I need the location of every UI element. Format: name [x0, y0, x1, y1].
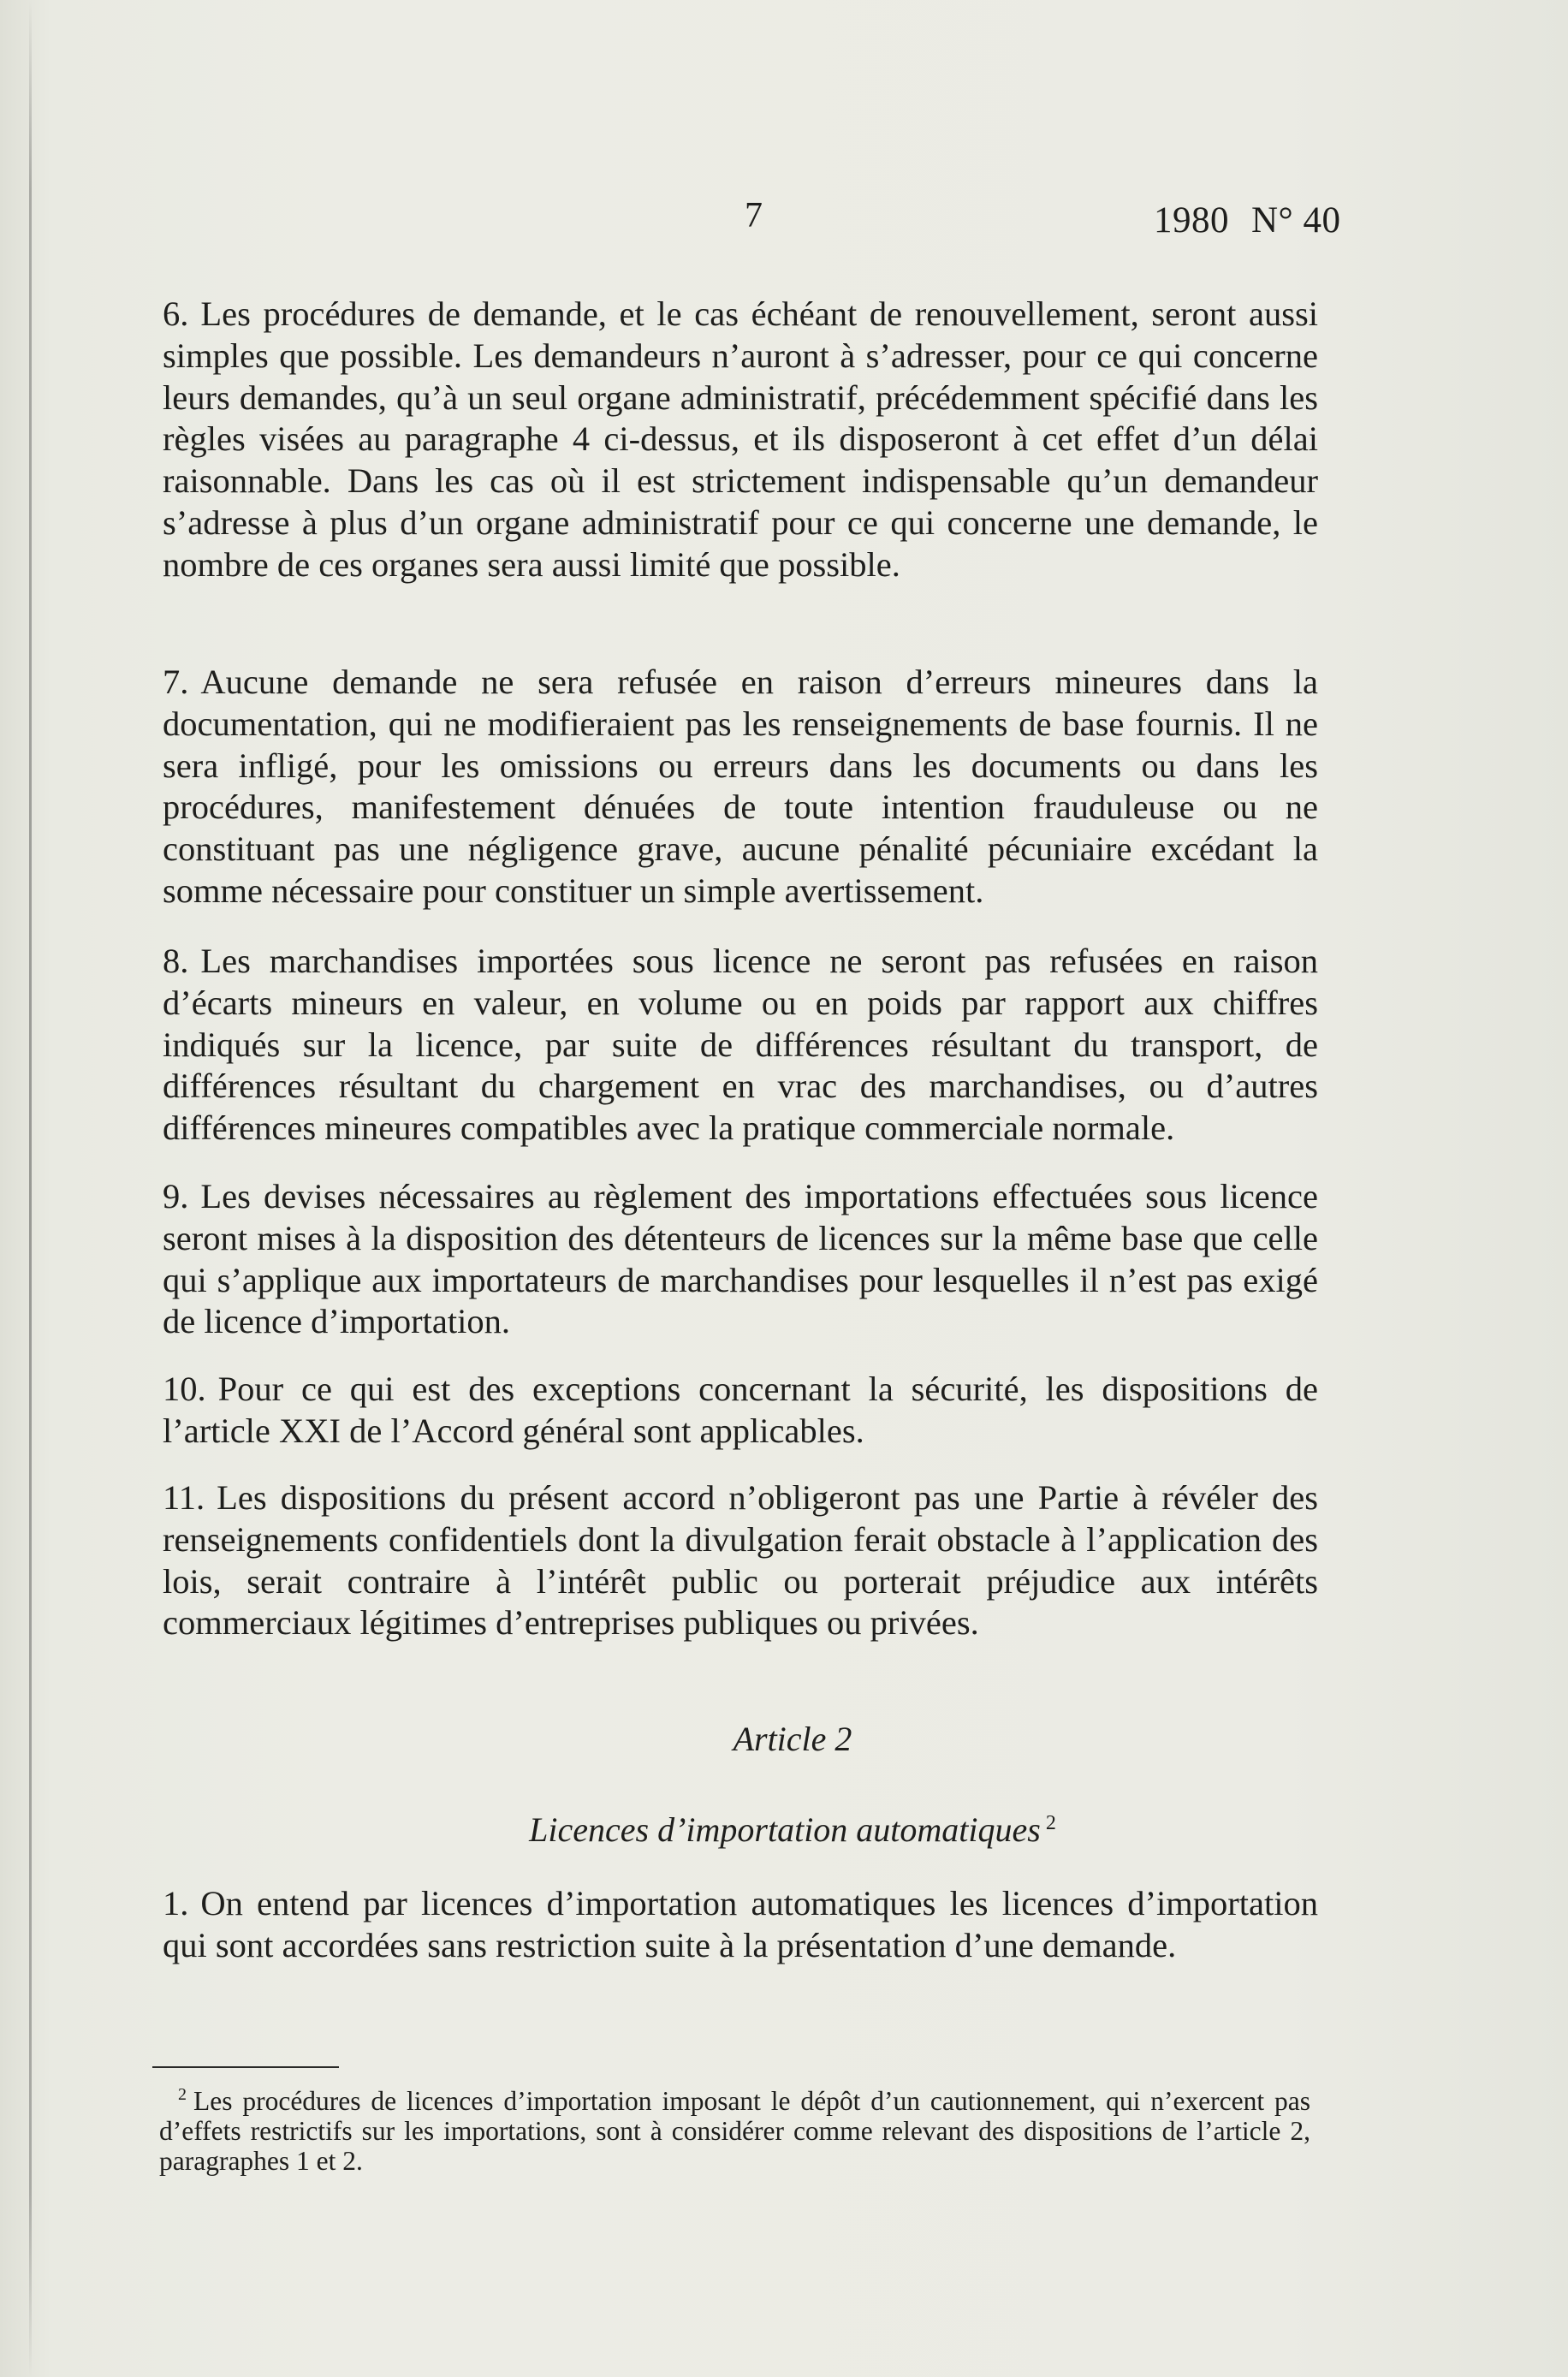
footnote-marker: 2 [178, 2085, 187, 2104]
paragraph-text: Aucune demande ne sera refusée en raison d’erreurs mineures dans la documentation, qui ne modifieraient pas les renseignements de base fournis. Il ne sera infligé, pour les omissions ou erreurs dans les documents ou dans les procédures, manifestement dénuées de toute intention frauduleuse ou ne constituant pas une négligence grave, aucune pénalité pécuniaire excédant la somme nécessaire pour constituer un simple avertissement. [163, 663, 1318, 910]
binding-edge [29, 0, 32, 2377]
paragraph-11 [163, 1477, 1318, 1644]
article-subtitle [9, 1809, 1568, 1850]
footnote-reference[interactable]: 2 [1045, 1812, 1056, 1834]
paragraph-text: Les devises nécessaires au règlement des importations effectuées sous licence seront mises à la disposition des détenteurs de licences sur la même base que celle qui s’applique aux importateurs de marchandises pour lesquelles il n’est pas exigé de licence d’importation. [163, 1177, 1318, 1341]
paragraph-text: Les procédures de demande, et le cas échéant de renouvellement, seront aussi simples que possible. Les demandeurs n’auront à s’adresser, pour ce qui concerne leurs demandes, qu’à un seul organe administratif, précédemment spécifié dans les règles visées au paragraphe 4 ci-dessus, et ils disposeront à cet effet d’un délai raisonnable. Dans les cas où il est strictement indispensable qu’un demandeur s’adresse à plus d’un organe administratif pour ce qui concerne une demande, le nombre de ces organes sera aussi limité que possible. [163, 294, 1318, 584]
journal-reference [1154, 199, 1341, 241]
paragraph-number: 10. [163, 1370, 206, 1408]
paragraph-text: On entend par licences d’importation automatiques les licences d’importation qui sont accordées sans restriction suite à la présentation d’une demande. [163, 1884, 1318, 1964]
article-title: Article 2 [733, 1720, 852, 1758]
page-number: 7 [745, 196, 763, 235]
footnote-text: Les procédures de licences d’importation imposant le dépôt d’un cautionnement, qui n’exercent pas d’effets restrictifs sur les importations, sont à considérer comme relevant des dispositions de l’article 2, paragraphes 1 et 2. [159, 2086, 1310, 2176]
paragraph-6 [163, 294, 1318, 586]
footnote [159, 2080, 1310, 2176]
paragraph-text: Pour ce qui est des exceptions concernant la sécurité, les dispositions de l’article XXI de l’Accord général sont applicables. [163, 1370, 1318, 1450]
footnote-divider [152, 2066, 339, 2068]
paragraph-number: 11. [163, 1478, 205, 1517]
paragraph-text: Les dispositions du présent accord n’obligeront pas une Partie à révéler des renseignements confidentiels dont la divulgation ferait obstacle à l’application des lois, serait contraire à l’intérêt public ou porterait préjudice aux intérêts commerciaux légitimes d’entreprises publiques ou privées. [163, 1478, 1318, 1643]
paragraph-number: 7. [163, 663, 189, 701]
journal-issue: N° 40 [1251, 200, 1341, 241]
paragraph-number: 8. [163, 942, 189, 980]
journal-year: 1980 [1154, 200, 1229, 241]
paragraph-number: 9. [163, 1177, 189, 1215]
paragraph-number: 6. [163, 294, 189, 333]
paragraph-7 [163, 662, 1318, 912]
paragraph-8 [163, 941, 1318, 1150]
paragraph-9 [163, 1176, 1318, 1343]
article-paragraph-1 [163, 1883, 1318, 1967]
paragraph-number: 1. [163, 1884, 189, 1922]
paragraph-10 [163, 1369, 1318, 1453]
article-subtitle-text: Licences d’importation automatiques [529, 1810, 1041, 1849]
paragraph-text: Les marchandises importées sous licence ne seront pas refusées en raison d’écarts mineurs en valeur, en volume ou en poids par rapport aux chiffres indiqués sur la licence, par suite de différences résultant du transport, de différences résultant du chargement en vrac des marchandises, ou d’autres différences mineures compatibles avec la pratique commerciale normale. [163, 942, 1318, 1148]
